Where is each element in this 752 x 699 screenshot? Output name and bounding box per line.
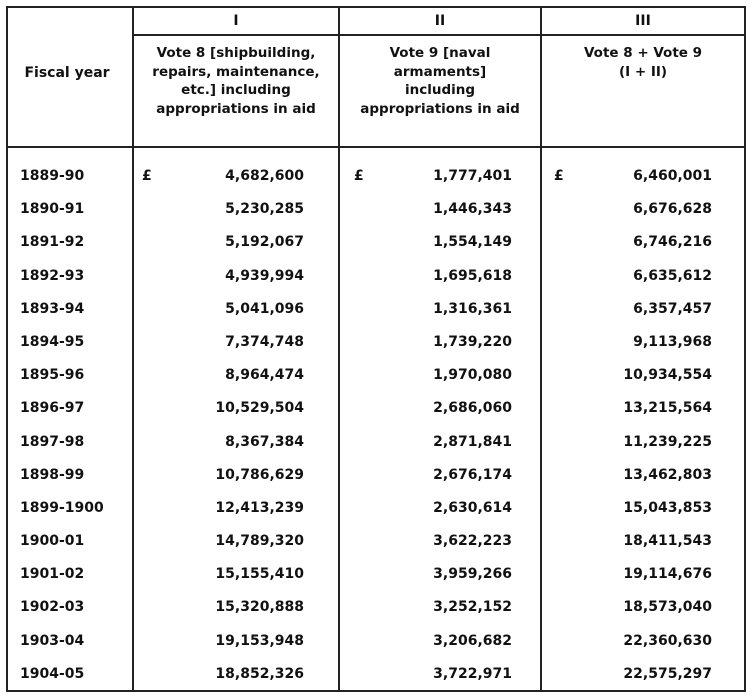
fiscal-year-cell: 1891-92 [20,234,85,251]
vote8-value-cell: 19,153,948 [215,632,304,649]
vote8-value-cell: 15,320,888 [215,599,304,616]
fiscal-year-cell: 1896-97 [20,400,85,417]
currency-symbol: £ [142,168,152,184]
total-value-cell: 6,635,612 [633,267,712,284]
fiscal-year-cell: 1900-01 [20,533,85,550]
total-value-cell: 13,462,803 [623,466,712,483]
vote9-value-cell: 3,252,152 [433,599,512,616]
fiscal-year-cell: 1890-91 [20,201,85,218]
fiscal-year-header: Fiscal year [24,65,110,81]
total-value-cell: 22,575,297 [623,665,712,682]
vote9-value-cell: 3,959,266 [433,566,512,583]
vote8-value-cell: 10,529,504 [215,400,304,417]
table-body [8,160,744,691]
vote8-value-cell: 10,786,629 [215,466,304,483]
vote8-value-cell: 18,852,326 [215,665,304,682]
vote9-value-cell: 2,676,174 [433,466,512,483]
column-number-iii: III [635,13,651,29]
data-table [6,6,746,692]
vote9-value-cell: 2,871,841 [433,433,512,450]
total-value-cell: 22,360,630 [623,632,712,649]
header-divider [134,34,744,36]
total-value-cell: 6,460,001 [633,168,712,184]
vote8-value-cell: 14,789,320 [215,533,304,550]
fiscal-year-cell: 1901-02 [20,566,85,583]
total-value-cell: 11,239,225 [623,433,712,450]
fiscal-year-cell: 1893-94 [20,300,85,317]
vote9-value-cell: 1,316,361 [433,300,512,317]
vote9-value-cell: 2,630,614 [433,499,512,516]
vote8-value-cell: 12,413,239 [215,499,304,516]
vote9-value-cell: 1,446,343 [433,201,512,218]
vote9-value-cell: 1,554,149 [433,234,512,251]
total-header-line: Vote 8 + Vote 9 [583,45,703,61]
table-row [8,193,744,226]
table-row [8,625,744,658]
table-row [8,359,744,392]
total-value-cell: 6,746,216 [633,234,712,251]
vote9-value-cell: 1,695,618 [433,267,512,284]
vote9-value-cell: 3,206,682 [433,632,512,649]
vote8-value-cell: 4,682,600 [225,168,304,184]
table-row [8,326,744,359]
total-value-cell: 19,114,676 [623,566,712,583]
total-value-cell: 18,411,543 [623,533,712,550]
table-row [8,293,744,326]
vote9-value-cell: 3,722,971 [433,665,512,682]
vote9-header [340,44,540,118]
vote8-value-cell: 5,041,096 [225,300,304,317]
total-value-cell: 6,357,457 [633,300,712,317]
table-row [8,392,744,425]
vote8-header [134,44,338,118]
fiscal-year-cell: 1894-95 [20,333,85,350]
table-row [8,160,744,193]
table-row [8,426,744,459]
currency-symbol: £ [354,168,364,184]
vote8-value-cell: 8,964,474 [225,367,304,384]
total-value-cell: 13,215,564 [623,400,712,417]
header-bottom-rule [8,146,744,148]
vote8-value-cell: 5,230,285 [225,201,304,218]
vote8-header-line: Vote 8 [shipbuilding, [156,45,316,61]
table-row [8,558,744,591]
total-value-cell: 9,113,968 [633,333,712,350]
vote8-value-cell: 8,367,384 [225,433,304,450]
fiscal-year-cell: 1889-90 [20,168,85,184]
vote9-value-cell: 1,739,220 [433,333,512,350]
column-number-i: I [233,13,239,29]
fiscal-year-cell: 1902-03 [20,599,85,616]
vote8-value-cell: 7,374,748 [225,333,304,350]
table-row [8,525,744,558]
vote8-value-cell: 15,155,410 [215,566,304,583]
table-row [8,591,744,624]
vote9-value-cell: 1,777,401 [433,168,512,184]
table-row [8,459,744,492]
vote9-value-cell: 2,686,060 [433,400,512,417]
vote9-header-line: including [404,82,476,98]
vote9-header-line: armaments] [393,63,487,80]
vote8-header-line: repairs, maintenance, [152,63,320,80]
vote8-value-cell: 5,192,067 [225,234,304,251]
vote8-header-line: appropriations in aid [156,100,316,117]
fiscal-year-cell: 1892-93 [20,267,85,284]
fiscal-year-cell: 1904-05 [20,665,85,682]
vote9-header-line: Vote 9 [naval [389,45,491,61]
vote9-header-line: appropriations in aid [360,100,520,117]
total-value-cell: 10,934,554 [623,367,712,384]
table-row [8,226,744,259]
vote8-header-line: etc.] including [181,82,291,98]
fiscal-year-cell: 1903-04 [20,632,85,649]
table-row [8,658,744,691]
currency-symbol: £ [554,168,564,184]
total-value-cell: 15,043,853 [623,499,712,516]
total-value-cell: 6,676,628 [633,201,712,218]
table-row [8,492,744,525]
table-row [8,260,744,293]
total-value-cell: 18,573,040 [623,599,712,616]
fiscal-year-cell: 1895-96 [20,367,85,384]
vote8-value-cell: 4,939,994 [225,267,304,284]
fiscal-year-cell: 1897-98 [20,433,85,450]
vote9-value-cell: 1,970,080 [433,367,512,384]
fiscal-year-cell: 1898-99 [20,466,85,483]
column-number-ii: II [434,13,446,29]
total-header-line: (I + II) [618,63,668,80]
total-header [542,44,744,81]
fiscal-year-cell: 1899-1900 [20,499,104,516]
vote9-value-cell: 3,622,223 [433,533,512,550]
